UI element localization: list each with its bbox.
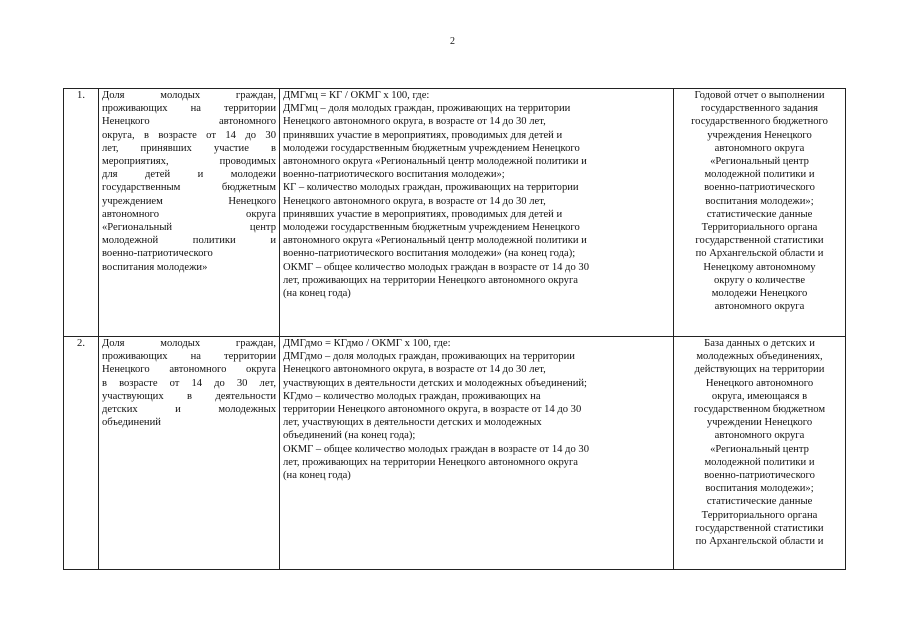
indicator-name-line: в возрасте от 14 до 30 лет, xyxy=(102,377,276,389)
method-line: ОКМГ – общее количество молодых граждан в возрасте от 14 до 30 xyxy=(283,443,589,455)
method-line: молодежи государственным бюджетным учреждением Ненецкого xyxy=(283,142,580,154)
method-line: лет, проживающих на территории Ненецкого автономного округа xyxy=(283,274,578,286)
indicator-name-line: Ненецкого автономного округа xyxy=(102,364,276,376)
source-line: молодежных объединениях, xyxy=(696,351,823,363)
source-line: государственного бюджетного xyxy=(691,116,828,128)
source-line: государственном бюджетном xyxy=(693,404,826,416)
indicator-name-line: мероприятиях, проводимых xyxy=(102,156,276,168)
source-line: государственной статистики xyxy=(695,235,824,247)
indicator-name-line: автономного округа xyxy=(102,208,276,220)
method-line: Ненецкого автономного округа, в возрасте от 14 до 30 лет, xyxy=(283,364,546,376)
indicator-name-line: Доля молодых граждан, xyxy=(102,338,276,349)
method-line: автономного округа «Региональный центр молодежной политики и xyxy=(283,235,587,247)
method-line: автономного округа «Региональный центр молодежной политики и xyxy=(283,156,587,168)
table-row xyxy=(64,89,846,337)
indicator-name-line: детских и молодежных xyxy=(102,404,276,416)
indicator-name-line: молодежной политики и xyxy=(102,235,276,247)
source-line: действующих на территории xyxy=(694,364,825,376)
method-line: участвующих в деятельности детских и молодежных объединений; xyxy=(283,377,587,389)
indicator-name-line: проживающих на территории xyxy=(102,351,276,363)
method-line: лет, участвующих в деятельности детских и молодежных xyxy=(283,417,542,429)
method-line: (на конец года) xyxy=(283,470,351,482)
source-line: статистические данные xyxy=(706,496,813,508)
formula-line: ДМГдмо = КГдмо / ОКМГ х 100, где: xyxy=(283,338,451,349)
indicator-name-line: воспитания молодежи» xyxy=(102,261,208,273)
method-line: принявших участие в мероприятиях, проводимых для детей и xyxy=(283,129,563,141)
indicator-name-cell xyxy=(99,337,280,570)
method-line: принявших участие в мероприятиях, проводимых для детей и xyxy=(283,208,563,220)
source-line: Годовой отчет о выполнении xyxy=(694,90,825,101)
source-line: автономного округа xyxy=(714,142,805,154)
indicator-name-line: лет, принявших участие в xyxy=(102,142,276,154)
indicator-name-line: проживающих на территории xyxy=(102,103,276,115)
method-line: (на конец года) xyxy=(283,288,351,300)
method-line: КГдмо – количество молодых граждан, проживающих на xyxy=(283,390,541,402)
source-line: статистические данные xyxy=(706,208,813,220)
data-source-cell xyxy=(674,89,846,337)
row-number-cell: 1. xyxy=(64,89,99,337)
method-line: территории Ненецкого автономного округа, в возрасте от 14 до 30 xyxy=(283,404,582,416)
table-row xyxy=(64,337,846,570)
indicator-name-line: для детей и молодежи xyxy=(102,169,276,181)
indicator-name-line: «Региональный центр xyxy=(102,222,276,234)
source-line: молодежной политики и xyxy=(704,169,815,181)
data-source-cell xyxy=(674,337,846,570)
indicator-name-line: Ненецкого автономного xyxy=(102,116,276,128)
source-line: округу о количестве xyxy=(713,274,806,286)
source-line: Территориального органа xyxy=(701,222,818,234)
page-number: 2 xyxy=(450,36,455,47)
source-line: автономного округа xyxy=(714,301,805,313)
indicator-name-line: Доля молодых граждан, xyxy=(102,90,276,101)
source-line: военно-патриотического xyxy=(704,470,815,482)
source-line: Территориального органа xyxy=(701,509,818,521)
source-line: База данных о детских и xyxy=(704,338,815,349)
source-line: воспитания молодежи»; xyxy=(705,483,814,495)
method-line: лет, проживающих на территории Ненецкого автономного округа xyxy=(283,456,578,468)
source-line: по Архангельской области и xyxy=(695,536,824,548)
indicator-name-line: военно-патриотического xyxy=(102,248,213,260)
method-line: ОКМГ – общее количество молодых граждан в возрасте от 14 до 30 xyxy=(283,261,589,273)
source-line: государственной статистики xyxy=(695,522,824,534)
source-line: молодежной политики и xyxy=(704,456,815,468)
calculation-method-cell xyxy=(280,89,674,337)
indicator-name-line: участвующих в деятельности xyxy=(102,390,276,402)
source-line: «Региональный центр xyxy=(710,443,809,455)
source-line: молодежи Ненецкого xyxy=(711,288,808,300)
indicator-name-line: государственным бюджетным xyxy=(102,182,276,194)
indicator-name-cell xyxy=(99,89,280,337)
source-line: воспитания молодежи»; xyxy=(705,195,814,207)
method-line: молодежи государственным бюджетным учреждением Ненецкого xyxy=(283,222,580,234)
method-line: КГ – количество молодых граждан, проживающих на территории xyxy=(283,182,579,194)
method-line: ДМГдмо – доля молодых граждан, проживающих на территории xyxy=(283,351,575,363)
source-line: автономного округа xyxy=(714,430,805,442)
row-number-cell: 2. xyxy=(64,337,99,570)
method-line: Ненецкого автономного округа, в возрасте от 14 до 30 лет, xyxy=(283,116,546,128)
source-line: учреждении Ненецкого xyxy=(706,417,813,429)
method-line: военно-патриотического воспитания молодежи»; xyxy=(283,169,505,181)
method-line: ДМГмц – доля молодых граждан, проживающих на территории xyxy=(283,103,571,115)
source-line: Ненецкого автономного xyxy=(705,377,814,389)
method-line: объединений (на конец года); xyxy=(283,430,416,442)
source-line: округа, имеющаяся в xyxy=(711,390,808,402)
method-line: военно-патриотического воспитания молодежи» (на конец года); xyxy=(283,248,576,260)
source-line: государственного задания xyxy=(700,103,819,115)
indicator-name-line: округа, в возрасте от 14 до 30 xyxy=(102,129,276,141)
source-line: «Региональный центр xyxy=(710,156,809,168)
calculation-method-cell xyxy=(280,337,674,570)
source-line: военно-патриотического xyxy=(704,182,815,194)
method-line: Ненецкого автономного округа, в возрасте от 14 до 30 лет, xyxy=(283,195,546,207)
indicator-name-line: учреждением Ненецкого xyxy=(102,195,276,207)
source-line: по Архангельской области и xyxy=(695,248,824,260)
source-line: Ненецкому автономному xyxy=(703,261,816,273)
formula-line: ДМГмц = КГ / ОКМГ х 100, где: xyxy=(283,90,430,101)
indicator-name-line: объединений xyxy=(102,417,161,429)
indicator-table xyxy=(63,88,846,570)
source-line: учреждения Ненецкого xyxy=(707,129,812,141)
